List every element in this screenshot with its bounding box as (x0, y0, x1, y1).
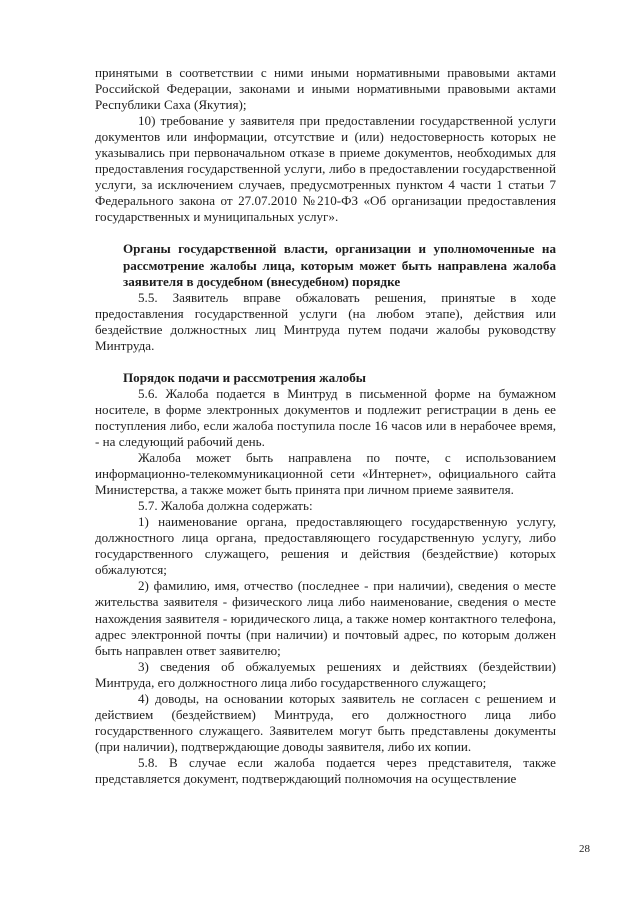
section-heading-complaint-procedure: Порядок подачи и рассмотрения жалобы (123, 369, 366, 385)
section-heading-complaint-bodies: Органы государственной власти, организации и уполномоченные на рассмотрение жалобы лица, которым может быть направлена жалоба заявителя в досудебном (внесудебном) порядке (123, 241, 556, 289)
page-number: 28 (579, 843, 590, 855)
paragraph-5-7: 5.7. Жалоба должна содержать: (138, 498, 313, 514)
list-item-3: 3) сведения об обжалуемых решениях и действиях (бездействии) Минтруда, его должностного лица либо государственного служащего; (95, 658, 556, 690)
paragraph-item-10: 10) требование у заявителя при предоставлении государственной услуги документов или информации, отсутствие и (или) недостоверность которых не указывались при первоначальном отказе в приеме документов, необходимых для предоставления государственной услуги, либо в предоставлении государственной услуги, за исключением случаев, предусмотренных пунктом 4 части 1 статьи 7 Федерального закона от 27.07.2010 №210-ФЗ «Об организации предоставления государственных и муниципальных услуг». (95, 113, 556, 225)
paragraph-5-6: 5.6. Жалоба подается в Минтруд в письменной форме на бумажном носителе, в форме электронных документов и подлежит регистрации в день ее поступления либо, если жалоба поступила после 16 часов или в нерабочее время, - на следующий рабочий день. (95, 385, 556, 449)
paragraph-5-8: 5.8. В случае если жалоба подается через представителя, также представляется документ, подтверждающий полномочия на осуществление (95, 754, 556, 786)
paragraph-legal-acts: принятыми в соответствии с ними иными нормативными правовыми актами Российской Федерации, законами и иными нормативными правовыми актами Республики Саха (Якутия); (95, 65, 556, 113)
paragraph-5-5: 5.5. Заявитель вправе обжаловать решения, принятые в ходе предоставления государственной услуги (на любом этапе), действия или бездействие должностных лиц Минтруда путем подачи жалобы руководству Минтруда. (95, 289, 556, 353)
list-item-2: 2) фамилию, имя, отчество (последнее - при наличии), сведения о месте жительства заявителя - физического лица либо наименование, сведения о месте нахождения заявителя - юридического лица, а также номер контактного телефона, адрес электронной почты (при наличии) и почтовый адрес, по которым должен быть направлен ответ заявителю; (95, 578, 556, 658)
list-item-1: 1) наименование органа, предоставляющего государственную услугу, должностного лица органа, предоставляющего государственную услугу, либо государственного служащего, решения и действия (бездействие) которых обжалуются; (95, 514, 556, 578)
paragraph-mail-submission: Жалоба может быть направлена по почте, с использованием информационно-телекоммуникационной сети «Интернет», официального сайта Министерства, а также может быть принята при личном приеме заявителя. (95, 450, 556, 498)
list-item-4: 4) доводы, на основании которых заявитель не согласен с решением и действием (бездействием) Минтруда, его должностного лица либо государственного служащего. Заявителем могут быть представлены документы (при наличии), подтверждающие доводы заявителя, либо их копии. (95, 690, 556, 754)
